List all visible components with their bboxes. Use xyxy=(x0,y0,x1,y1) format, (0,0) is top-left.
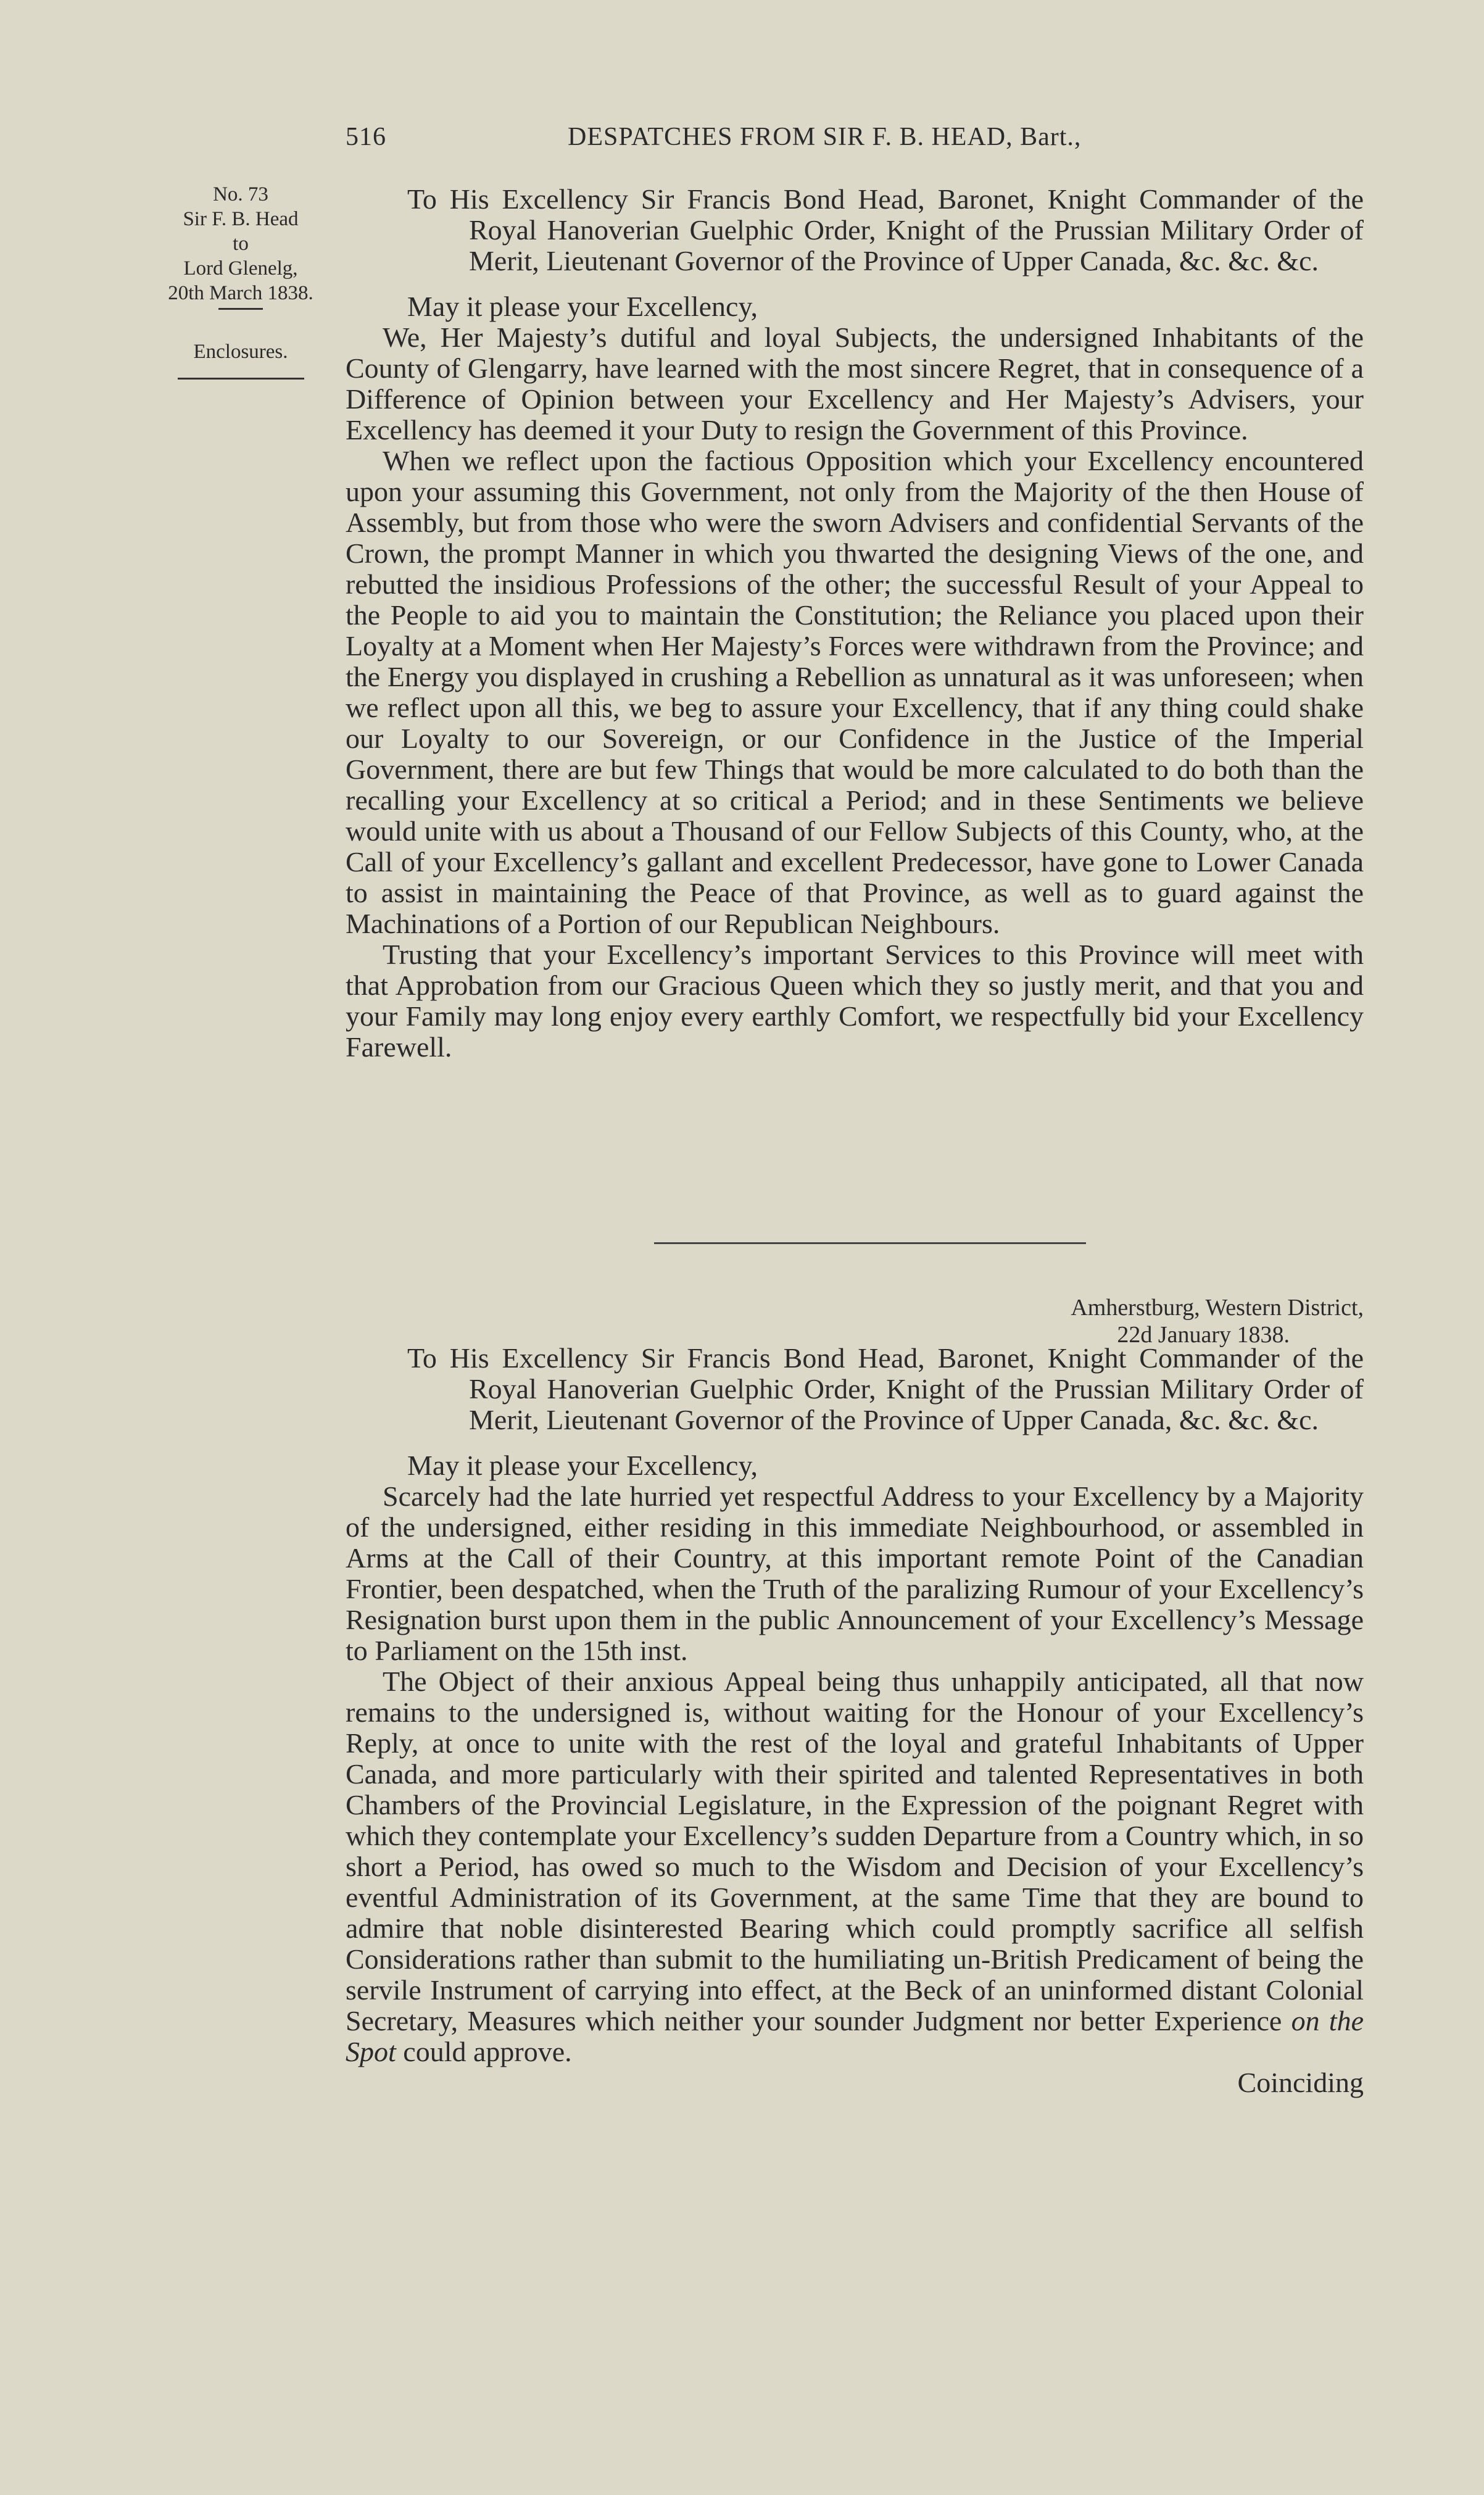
paragraph-text: could approve. xyxy=(403,2036,572,2067)
margin-note xyxy=(148,182,333,380)
margin-line: to xyxy=(233,233,249,255)
dateline-place: Amherstburg, Western District, xyxy=(1071,1295,1364,1321)
salutation: May it please your Excellency, xyxy=(407,1450,758,1481)
salutation: May it please your Excellency, xyxy=(407,291,758,322)
italic-phrase: on the Spot xyxy=(346,2005,1364,2067)
section-divider xyxy=(654,1242,1086,1244)
second-address xyxy=(346,1343,1364,2098)
margin-line: Lord Glenelg, xyxy=(183,257,298,280)
first-address xyxy=(346,184,1364,1063)
dateline-date: 22d January 1838. xyxy=(1117,1322,1290,1348)
margin-line: Sir F. B. Head xyxy=(183,208,299,230)
running-title: DESPATCHES FROM SIR F. B. HEAD, Bart., xyxy=(568,123,1082,151)
catchword: Coinciding xyxy=(1237,2067,1364,2098)
paragraph-text: The Object of their anxious Appeal being thus unhappily anticipated, all that now remains to the undersigned is, without waiting for the Honour of your Excellency’s Reply, at once to unite with the rest of the loyal and grateful Inhabitants of Upper Canada, and more particularly with their spirited and talented Representatives in both Chambers of the Provincial Legislature, in the Expression of the poignant Regret with which they contemplate your Excellency’s sudden Departure from a Country which, in so short a Period, has owed so much to the Wisdom and Decision of your Excellency’s eventful Administration of its Government, at the same Time that they are bound to admire that noble disinterested Bearing which could promptly sacrifice all selfish Considerations rather than submit to the humiliating un-British Predicament of being the servile Instrument of carrying into effect, at the Beck of an uninformed distant Colonial Secretary, Measures which neither your sounder Judgment nor better Experience xyxy=(346,1666,1364,2036)
margin-rule xyxy=(218,308,263,310)
enclosures-label: Enclosures. xyxy=(193,341,288,363)
paragraph: Scarcely had the late hurried yet respectful Address to your Excellency by a Majority of the undersigned, either residing in this immediate Neighbourhood, or assembled in Arms at the Call of their Country, at this important remote Point of the Canadian Frontier, been despatched, when the Truth of the paralizing Rumour of your Excellency’s Resignation burst upon them in the public Announcement of your Excellency’s Message to Parliament on the 15th inst. xyxy=(346,1480,1364,1666)
margin-line: 20th March 1838. xyxy=(168,282,313,304)
dateline xyxy=(926,1294,1364,1348)
paragraph: Trusting that your Excellency’s important Services to this Province will meet with that Approbation from our Gracious Queen which they so justly merit, and that you and your Family may long enjoy every earthly Comfort, we respectfully bid your Excellency Farewell. xyxy=(346,939,1364,1063)
margin-rule xyxy=(178,378,304,380)
paragraph xyxy=(346,1666,1364,2067)
page-number: 516 xyxy=(346,123,386,151)
addressee: To His Excellency Sir Francis Bond Head, Baronet, Knight Commander of the Royal Hanoverian Guelphic Order, Knight of the Prussian Military Order of Merit, Lieutenant Governor of the Province of Upper Canada, &c. &c. &c. xyxy=(407,1342,1364,1435)
paragraph: When we reflect upon the factious Opposition which your Excellency encountered upon your assuming this Government, not only from the Majority of the then House of Assembly, but from those who were the sworn Advisers and confidential Servants of the Crown, the prompt Manner in which you thwarted the designing Views of the one, and rebutted the insidious Professions of the other; the successful Result of your Appeal to the People to aid you to maintain the Constitution; the Reliance you placed upon their Loyalty at a Moment when Her Majesty’s Forces were withdrawn from the Province; and the Energy you displayed in crushing a Rebellion as unnatural as it was unforeseen; when we reflect upon all this, we beg to assure your Excellency, that if any thing could shake our Loyalty to our Sovereign, or our Confidence in the Justice of the Imperial Government, there are but few Things that would be more calculated to do both than the recalling your Excellency at so critical a Period; and in these Sentiments we believe would unite with us about a Thousand of our Fellow Subjects of this County, who, at the Call of your Excellency’s gallant and excellent Predecessor, have gone to Lower Canada to assist in maintaining the Peace of that Province, as well as to guard against the Machinations of a Portion of our Republican Neighbours. xyxy=(346,445,1364,939)
addressee: To His Excellency Sir Francis Bond Head, Baronet, Knight Commander of the Royal Hanoverian Guelphic Order, Knight of the Prussian Military Order of Merit, Lieutenant Governor of the Province of Upper Canada, &c. &c. &c. xyxy=(407,183,1364,276)
margin-line: No. 73 xyxy=(213,183,268,205)
paragraph: We, Her Majesty’s dutiful and loyal Subjects, the undersigned Inhabitants of the County of Glengarry, have learned with the most sincere Regret, that in consequence of a Difference of Opinion between your Excellency and Her Majesty’s Advisers, your Excellency has deemed it your Duty to resign the Government of this Province. xyxy=(346,322,1364,446)
